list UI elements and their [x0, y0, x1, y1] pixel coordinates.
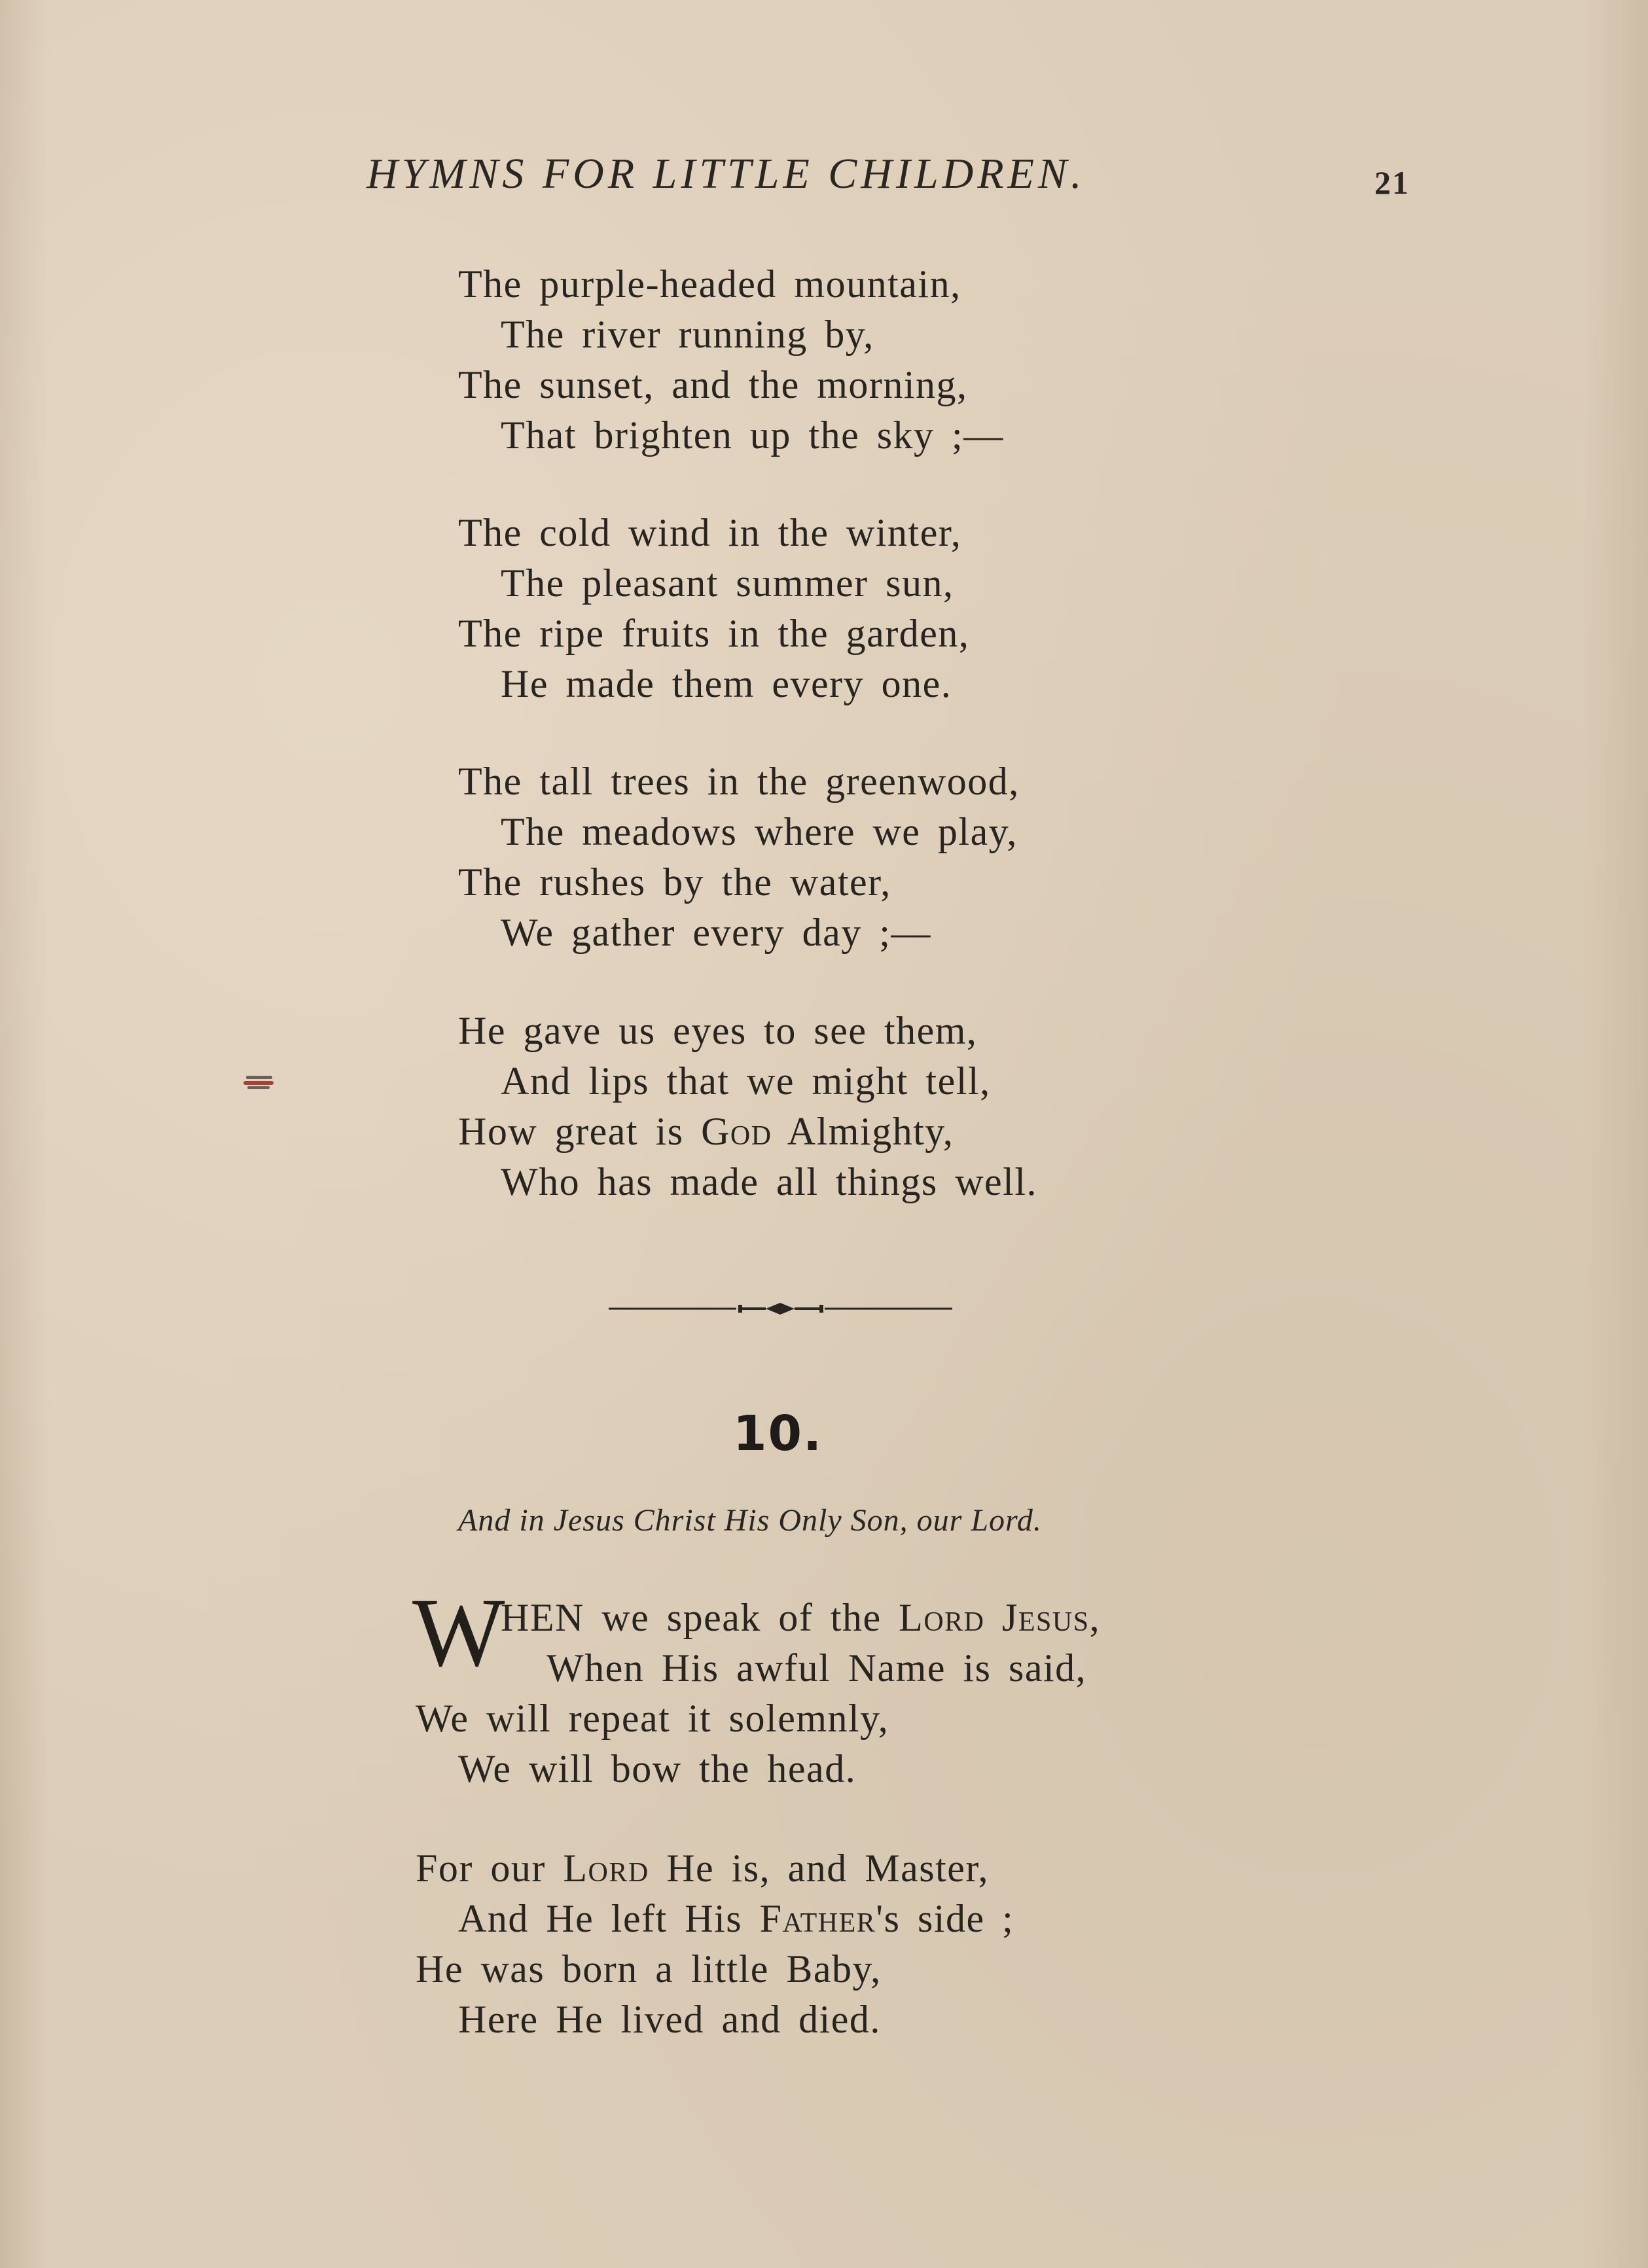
- verse-text: Almighty,: [772, 1110, 954, 1153]
- verse-text: How great is: [458, 1110, 702, 1153]
- verse-line: When His awful Name is said,: [546, 1646, 1087, 1690]
- verse-text: He is, and Master,: [649, 1847, 989, 1890]
- verse-line: The meadows where we play,: [501, 810, 1018, 853]
- divine-name: God: [701, 1110, 772, 1153]
- verse-text: For our: [416, 1847, 564, 1890]
- verse-line: The sunset, and the morning,: [458, 363, 968, 406]
- verse-line: [501, 1595, 1100, 1640]
- verse-line: He gave us eyes to see them,: [458, 1009, 978, 1052]
- verse-line: [458, 1109, 954, 1154]
- ornament-divider: [609, 1296, 952, 1322]
- verse-line: Here He lived and died.: [458, 1998, 881, 2041]
- verse-line: The ripe fruits in the garden,: [458, 612, 970, 655]
- verse-text: HEN we speak of the: [501, 1596, 899, 1639]
- verse-line: Who has made all things well.: [501, 1160, 1038, 1203]
- drop-cap: W: [412, 1578, 505, 1687]
- verse-text: 's side ;: [876, 1897, 1014, 1940]
- verse-line: He made them every one.: [501, 662, 952, 705]
- hymn-subtitle: And in Jesus Christ His Only Son, our Lord.: [458, 1503, 1042, 1538]
- divine-name: Lord Jesus: [899, 1596, 1090, 1639]
- verse-line: The tall trees in the greenwood,: [458, 760, 1020, 803]
- verse-line: [458, 1896, 1014, 1941]
- verse-line: We gather every day ;—: [501, 911, 931, 954]
- verse-line: The river running by,: [501, 313, 874, 356]
- verse-line: We will repeat it solemnly,: [416, 1697, 889, 1740]
- verse-line: The purple-headed mountain,: [458, 262, 961, 306]
- divine-name: Father: [759, 1897, 876, 1940]
- verse-line: The cold wind in the winter,: [458, 511, 962, 554]
- running-title: HYMNS FOR LITTLE CHILDREN.: [367, 150, 1086, 198]
- divine-name: Lord: [563, 1847, 649, 1890]
- verse-text: ,: [1089, 1596, 1101, 1639]
- verse-line: We will bow the head.: [458, 1747, 857, 1790]
- verse-line: That brighten up the sky ;—: [501, 414, 1004, 457]
- verse-line: And lips that we might tell,: [501, 1059, 991, 1103]
- verse-text: And He left His: [458, 1897, 760, 1940]
- verse-line: The pleasant summer sun,: [501, 561, 954, 605]
- paper-blemish: [243, 1073, 276, 1091]
- hymn-number: 10.: [733, 1406, 823, 1462]
- verse-line: He was born a little Baby,: [416, 1947, 882, 1991]
- verse-line: [416, 1846, 989, 1891]
- page-number: 21: [1374, 164, 1410, 201]
- verse-line: The rushes by the water,: [458, 860, 891, 904]
